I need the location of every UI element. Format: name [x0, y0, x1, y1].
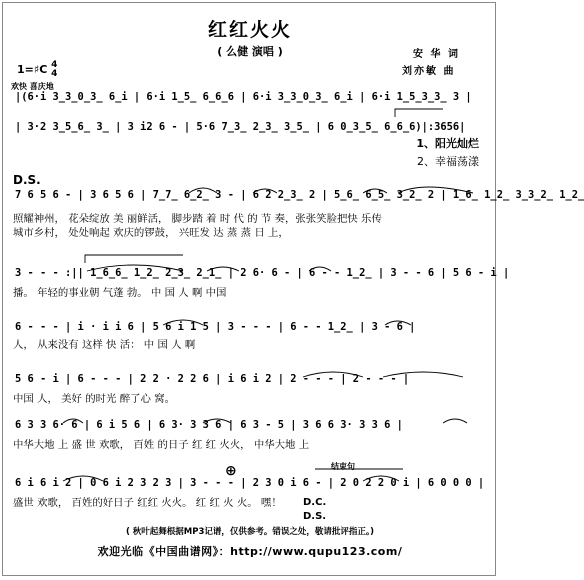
lyric-line-4: 播。 年轻的事业朝 气蓬 勃。 中 国 人 啊 中国 [13, 287, 227, 299]
slur-11 [383, 372, 463, 377]
slur-16 [363, 476, 399, 481]
score-line-3: 7 6 5 6 - | 3 6 5 6 | 7̲7̲ 6̲2̲ 3 - | 6 2 2̲3̲ 2 | 5̲6̲ 6̲5̲ 3̲2̲ 2 | 1̲6̲ 1̲2̲ 3̲3̲2̲ 1̲2̲ [15, 189, 584, 201]
segno-ds-mark: D.S. [13, 173, 41, 187]
lyric-line-3b: 城市乡村， 处处响起 欢庆的锣鼓， 兴旺发 达 蒸 蒸 日 上， [13, 227, 289, 239]
lyric-line-3a: 照耀神州， 花朵绽放 美 丽鲜活， 脚步踏 着 时 代 的 节 奏，张张笑脸把快 乐传 [13, 213, 382, 225]
ending-second-lyric: 2、幸福荡漾 [417, 155, 479, 168]
slur-1 [189, 188, 217, 193]
time-bottom: 4 [51, 69, 58, 79]
slur-3 [363, 189, 387, 193]
ending-bracket-1 [395, 109, 443, 117]
slur-6 [207, 267, 239, 271]
score-line-4: 3 - - - :|| 1̲6̲6̲ 1̲2̲ 2̲3̲ 2̲1̲ | 2 6· 6 - | 6 - - 1̲2̲ | 3 - - 6 | 5 6 - i | [15, 267, 510, 279]
ds-mark-bottom: D.S. [303, 511, 327, 522]
composer-credit: 刘亦敏 曲 [402, 66, 456, 77]
slur-marks [3, 3, 584, 577]
lyricist-credit: 安 华 词 [413, 49, 460, 60]
slur-5 [87, 265, 183, 271]
lyric-line-8: 盛世 欢歌， 百姓的好日子 红红 火火。 红 红 火 火。 嘿！ [13, 497, 282, 509]
score-page [2, 2, 584, 576]
score-line-6: 5 6 - i | 6 - - - | 2 2 · 2 2 6 | i 6 i 2 | 2 - - - | 2 - - - | [15, 373, 410, 385]
ending-phrase-label: 结束句 [331, 462, 355, 471]
coda-icon: ⊕ [225, 463, 237, 479]
slur-9 [385, 321, 411, 325]
dc-mark: D.C. [303, 497, 327, 508]
site-footer: 欢迎光临《中国曲谱网》：http://www.qupu123.com/ [97, 545, 403, 558]
slur-7 [309, 267, 331, 271]
singer-credit: ( 么健 演唱 ) [217, 45, 283, 58]
song-title: 红红火火 [207, 19, 292, 41]
score-line-7: 6 3 3 6· 6 | 6 i 5 6 | 6 3· 3 3 6 | 6 3 - 5 | 3 6 6 3· 3 3 6 | [15, 419, 403, 431]
score-line-1: |(6·i 3̲3̲0̲3̲ 6̲i | 6·i 1̲5̲ 6̲6̲6 | 6·i 3̲3̲0̲3̲ 6̲i | 6·i 1̲5̲3̲3̲ 3 | [15, 91, 472, 103]
ending-bracket-2 [85, 255, 183, 263]
lyric-line-5: 人， 从来没有 这样 快 活： 中 国 人 啊 [13, 339, 196, 351]
score-line-8: 6 i 6 i 2 | 0 6 i 2 3 2 3 | 3 - - - | 2 3 0 i 6 - | 2 0 2 2 0 i | 6 0 0 0 | [15, 477, 485, 489]
key-sign: ♯C [33, 63, 48, 76]
score-line-5: 6 - - - | i · i i 6 | 5 6 i 1 5 | 3 - - - | 6 - - 1̲2̲ | 3 - 6 | [15, 321, 416, 333]
ending-first-lyric: 1、阳光灿烂 [416, 137, 479, 150]
time-top: 4 [51, 60, 58, 70]
transcriber-note: ( 秋叶起舞根据MP3记谱，仅供参考。错误之处，敬请批评指正。) [125, 527, 375, 537]
slur-14 [443, 419, 467, 423]
key-prefix: 1= [17, 63, 34, 76]
slur-4 [398, 187, 473, 193]
tempo-marking: 欢快 喜庆地 [11, 82, 54, 91]
slur-2 [253, 189, 277, 193]
slur-12 [63, 419, 83, 423]
lyric-line-7: 中华大地 上 盛 世 欢歌， 百姓 的日子 红 红 火火， 中华大地 上 [13, 439, 310, 451]
lyric-line-6: 中国 人， 美好 的时光 醉了心 窝。 [13, 393, 175, 405]
score-line-2: | 3·2 3̲5̲6̲ 3̲ | 3 i2 6 - | 5·6 7̲3̲ 2̲3̲ 3̲5̲ | 6 0̲3̲5̲ 6̲6̲6)|:3656| [15, 121, 466, 133]
slur-15 [63, 476, 103, 481]
slur-8 [163, 320, 203, 325]
slur-13 [203, 419, 231, 423]
slur-10 [303, 372, 363, 377]
